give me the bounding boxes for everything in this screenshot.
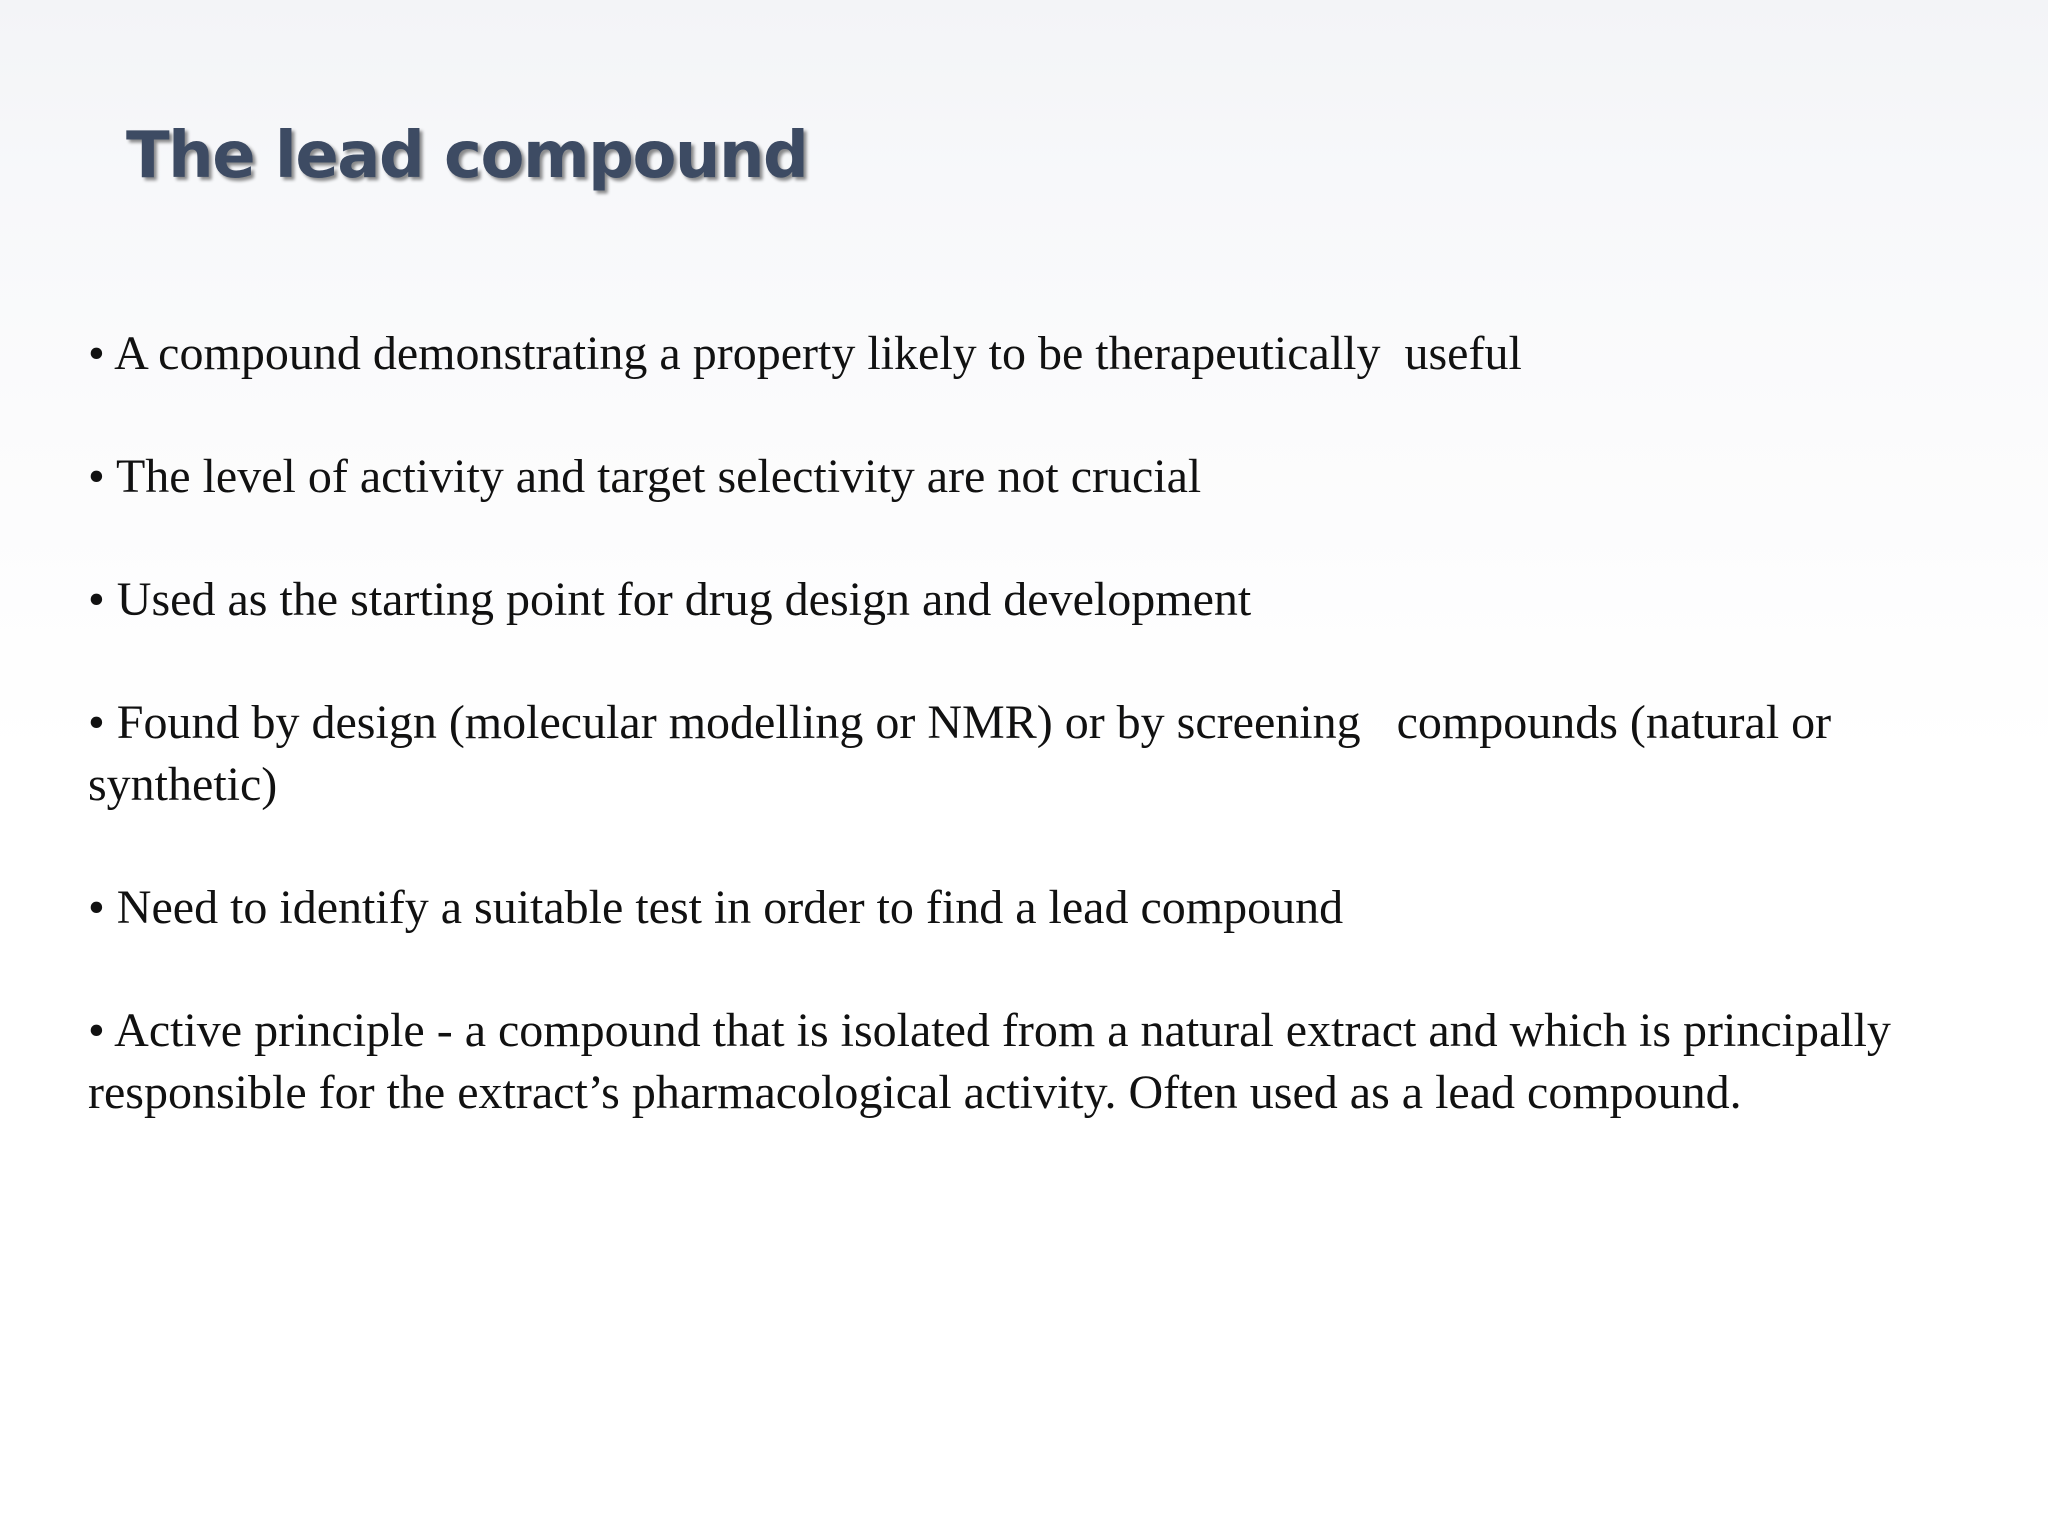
- bullet-item-starting-point: • Used as the starting point for drug design and development: [88, 573, 1252, 626]
- bullet-list: [88, 323, 1988, 1124]
- bullet-item-therapeutic-property: • A compound demonstrating a property likely to be therapeutically useful: [88, 327, 1522, 380]
- bullet-item-found-by-design: • Found by design (molecular modelling or NMR) or by screening compounds (natural or synthetic): [88, 696, 1844, 811]
- bullet-item-suitable-test: • Need to identify a suitable test in order to find a lead compound: [88, 881, 1344, 934]
- bullet-item-active-principle: • Active principle - a compound that is isolated from a natural extract and which is principally responsible for the extract’s pharmacological activity. Often used as a lead compound.: [88, 1004, 1903, 1119]
- bullet-item-activity-selectivity: • The level of activity and target selectivity are not crucial: [88, 450, 1202, 503]
- slide-title: The lead compound: [126, 119, 808, 193]
